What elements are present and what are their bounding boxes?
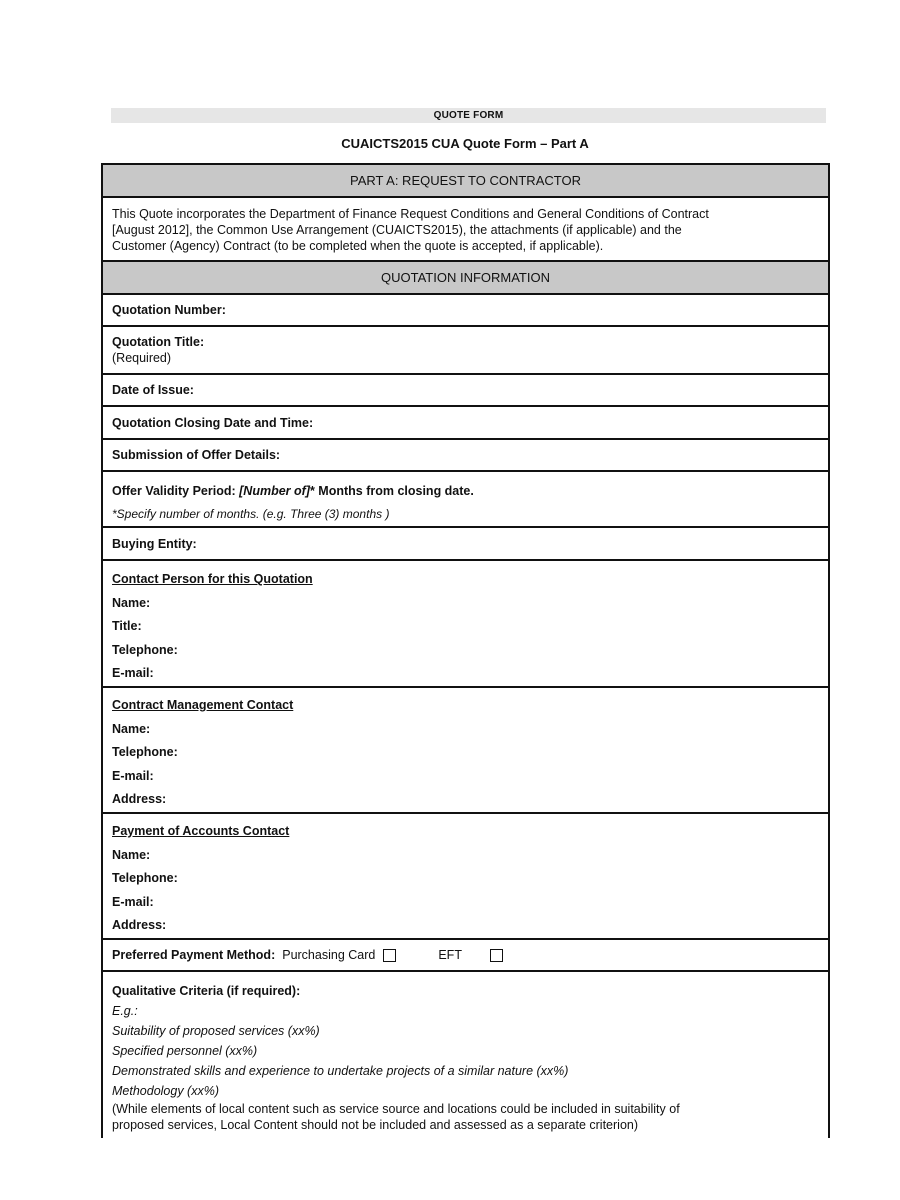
quotation-title-label: Quotation Title: — [112, 335, 205, 349]
contact-person-telephone-label: Telephone: — [112, 642, 178, 657]
quotation-number-row[interactable] — [103, 293, 828, 325]
submission-details-row[interactable] — [103, 438, 828, 470]
qualitative-eg: E.g.: — [112, 1004, 138, 1018]
contact-person-heading: Contact Person for this Quotation — [112, 572, 313, 586]
payment-accounts-name-label: Name: — [112, 847, 151, 862]
intro-line-3: Customer (Agency) Contract (to be completed when the quote is accepted, if applicable). — [112, 239, 604, 253]
document-title: CUAICTS2015 CUA Quote Form – Part A — [341, 136, 589, 151]
contract-management-email-label: E-mail: — [112, 768, 154, 783]
contract-management-telephone-label: Telephone: — [112, 745, 178, 759]
eft-checkbox[interactable] — [490, 949, 503, 962]
contract-management-section[interactable] — [103, 686, 828, 812]
buying-entity-row[interactable] — [103, 526, 828, 559]
quotation-info-header-text: QUOTATION INFORMATION — [381, 270, 550, 285]
part-a-header — [103, 163, 828, 196]
quotation-info-header — [103, 260, 828, 293]
qualitative-criteria-section[interactable] — [103, 970, 828, 1138]
contact-person-section[interactable] — [103, 559, 828, 686]
contact-person-name-label: Name: — [112, 595, 151, 610]
contact-person-email-label: E-mail: — [112, 666, 154, 680]
payment-accounts-telephone-label: Telephone: — [112, 871, 178, 885]
payment-method-label: Preferred Payment Method: — [112, 948, 276, 962]
quotation-title-note: (Required) — [112, 351, 172, 365]
contact-person-title-label: Title: — [112, 619, 142, 633]
offer-validity-label: Offer Validity Period: — [112, 484, 240, 498]
intro-paragraph — [103, 196, 828, 260]
closing-date-row[interactable] — [103, 405, 828, 438]
qualitative-criteria-heading: Qualitative Criteria (if required): — [112, 984, 301, 998]
offer-validity-placeholder: [Number of] — [239, 484, 310, 498]
payment-accounts-section[interactable] — [103, 812, 828, 938]
offer-validity-line — [112, 480, 819, 503]
submission-details-label: Submission of Offer Details: — [112, 448, 281, 462]
closing-date-label: Quotation Closing Date and Time: — [112, 415, 314, 430]
payment-method-row — [103, 938, 828, 970]
offer-validity-row[interactable] — [103, 470, 828, 526]
quote-form-table — [101, 163, 830, 1138]
qualitative-note-line-2: proposed services, Local Content should not be included and assessed as a separate criterion) — [112, 1118, 639, 1132]
part-a-header-text: PART A: REQUEST TO CONTRACTOR — [350, 173, 581, 188]
qualitative-item-3: Demonstrated skills and experience to undertake projects of a similar nature (xx%) — [112, 1064, 569, 1078]
qualitative-item-4: Methodology (xx%) — [112, 1084, 219, 1098]
offer-validity-suffix: * Months from closing date. — [309, 484, 474, 498]
contract-management-address-label: Address: — [112, 792, 167, 806]
date-of-issue-label: Date of Issue: — [112, 383, 194, 397]
date-of-issue-row[interactable] — [103, 373, 828, 405]
qualitative-item-1: Suitability of proposed services (xx%) — [112, 1024, 320, 1038]
qualitative-item-2: Specified personnel (xx%) — [112, 1044, 258, 1058]
qualitative-note-line-1: (While elements of local content such as service source and locations could be included in suitability of — [112, 1102, 680, 1116]
contract-management-heading: Contract Management Contact — [112, 698, 294, 712]
contract-management-name-label: Name: — [112, 721, 151, 736]
eft-label: EFT — [438, 948, 462, 962]
quotation-number-label: Quotation Number: — [112, 303, 226, 317]
quotation-title-row[interactable] — [103, 325, 828, 373]
payment-accounts-address-label: Address: — [112, 918, 167, 932]
intro-line-2: [August 2012], the Common Use Arrangement (CUAICTS2015), the attachments (if applicable) and the — [112, 223, 682, 237]
buying-entity-label: Buying Entity: — [112, 536, 197, 551]
intro-line-1: This Quote incorporates the Department of Finance Request Conditions and General Conditions of Contract — [112, 207, 709, 221]
payment-accounts-heading: Payment of Accounts Contact — [112, 824, 290, 838]
form-header-bar: QUOTE FORM — [111, 108, 826, 123]
purchasing-card-label: Purchasing Card — [282, 948, 376, 962]
payment-accounts-email-label: E-mail: — [112, 894, 154, 909]
offer-validity-note: *Specify number of months. (e.g. Three (3) months ) — [112, 507, 390, 521]
purchasing-card-checkbox[interactable] — [383, 949, 396, 962]
